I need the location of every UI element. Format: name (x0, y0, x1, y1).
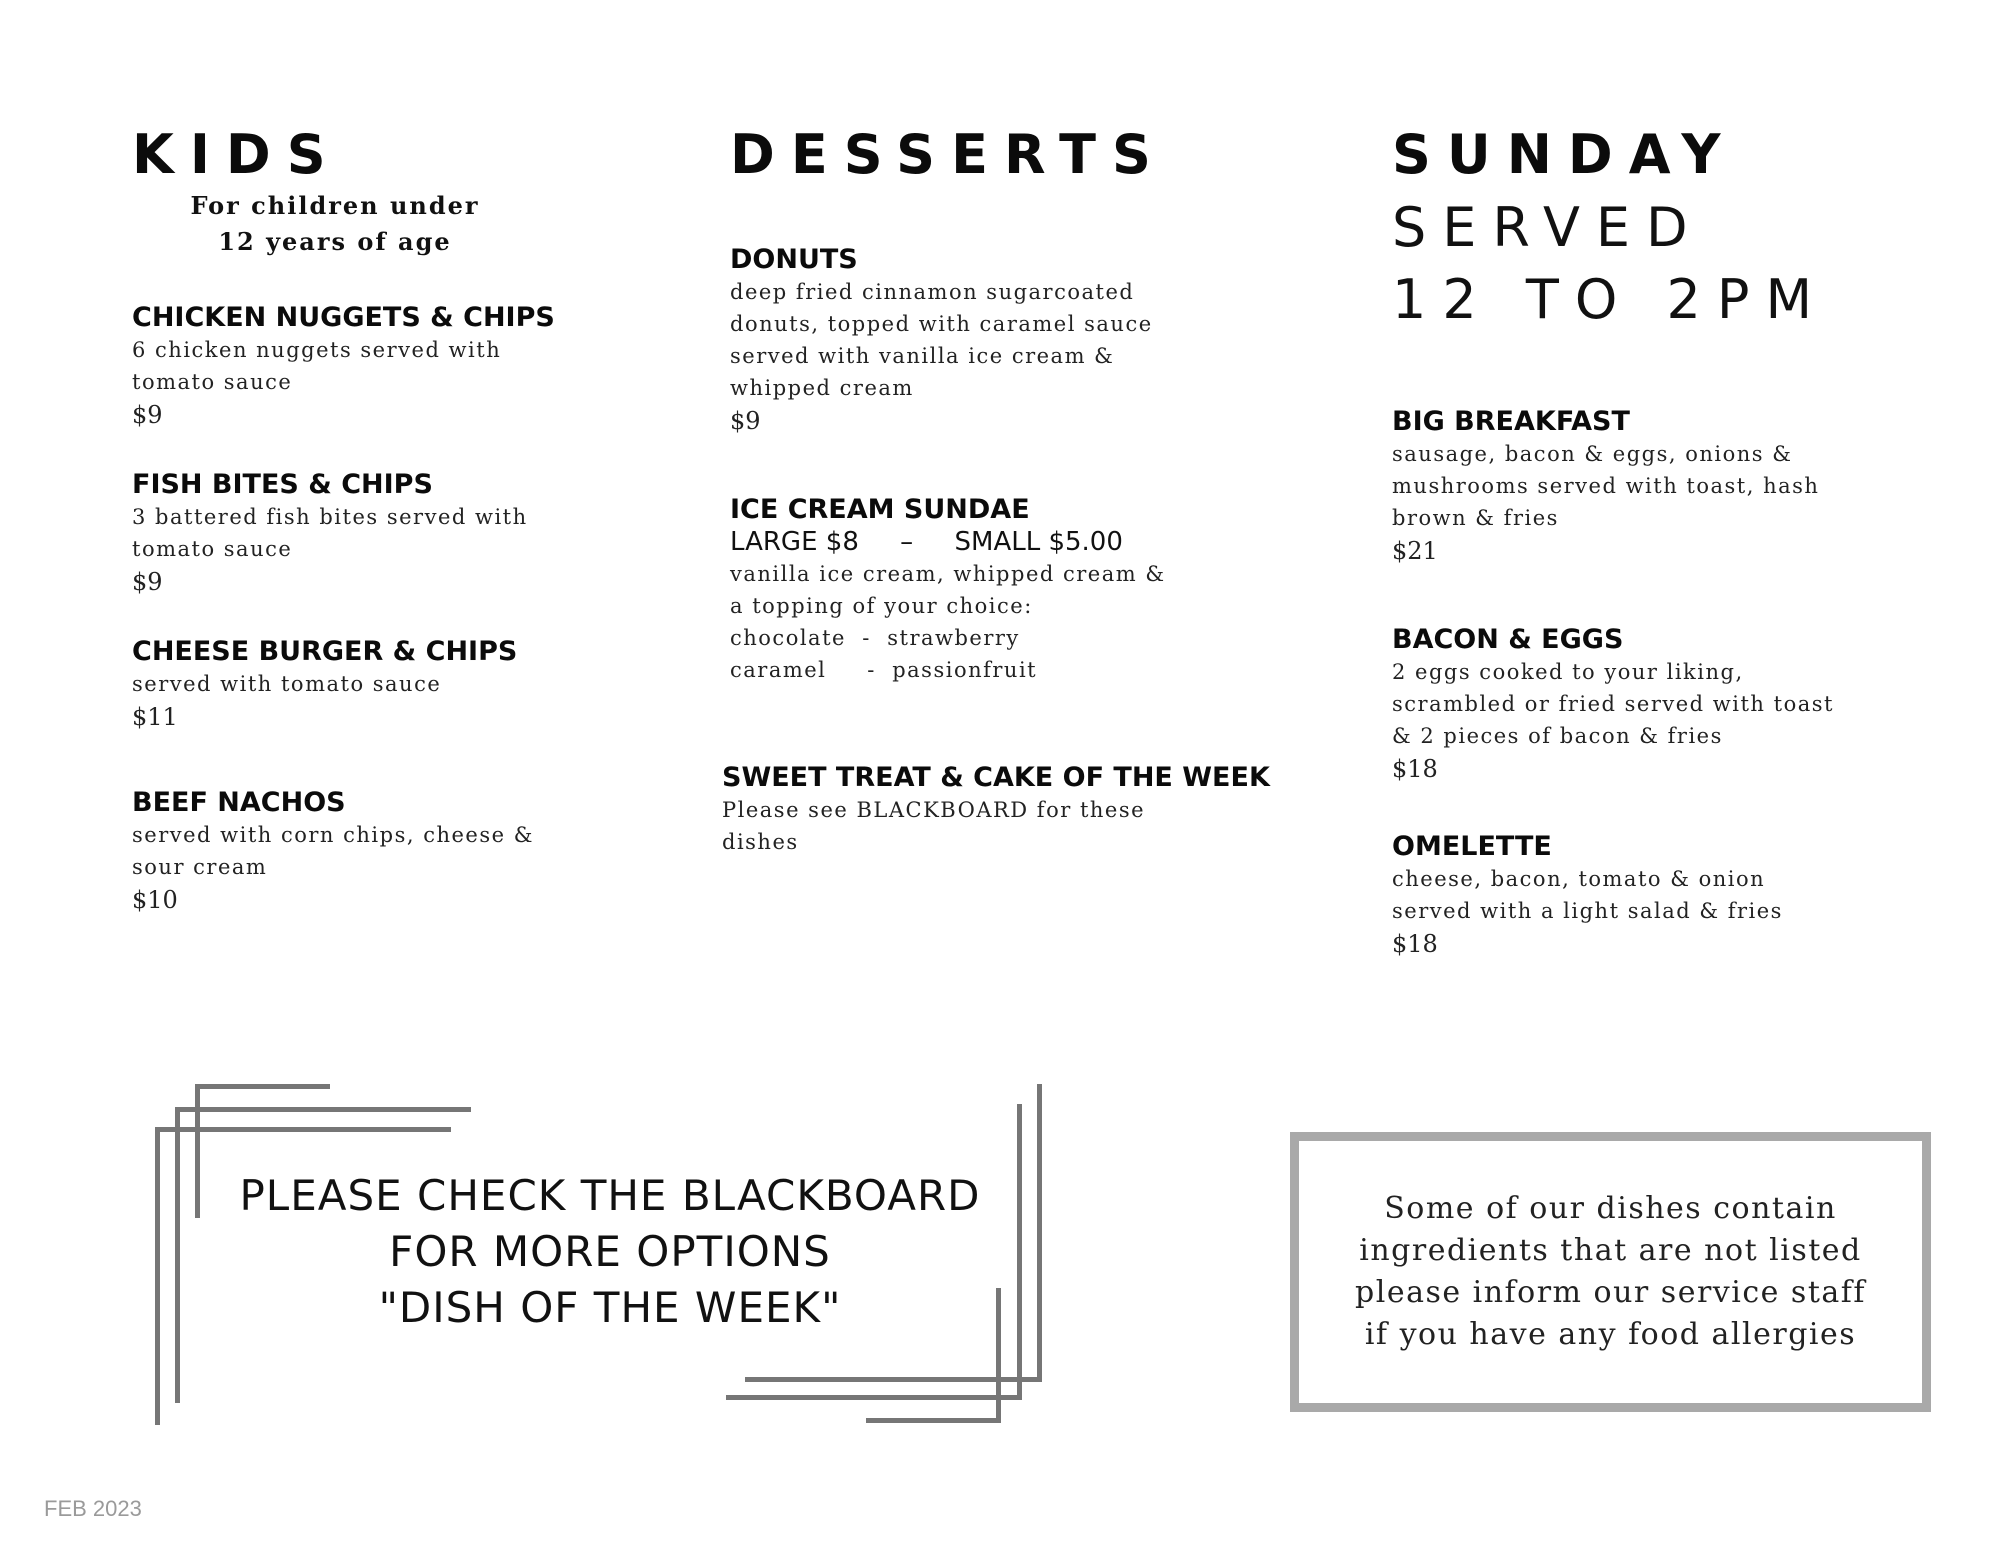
menu-item-donuts (730, 244, 1153, 438)
item-name: ICE CREAM SUNDAE (730, 494, 1030, 525)
menu-item-bacon-eggs (1392, 624, 1834, 786)
menu-item-chicken-nuggets (132, 302, 555, 432)
menu-item-ice-cream-sundae (730, 494, 1166, 686)
menu-item-sweet-treat (722, 762, 1270, 858)
item-description: deep fried cinnamon sugarcoated donuts, topped with caramel sauce served with vanilla ice cream & whipped cream (730, 280, 1153, 400)
menu-item-omelette (1392, 831, 1783, 961)
sunday-served-label: SERVED (1392, 196, 1704, 259)
item-name: OMELETTE (1392, 831, 1552, 862)
item-description: sausage, bacon & eggs, onions & mushrooms served with toast, hash brown & fries (1392, 442, 1820, 530)
item-name: SWEET TREAT & CAKE OF THE WEEK (722, 762, 1270, 793)
item-price: $21 (1392, 537, 1438, 565)
item-description: Please see BLACKBOARD for these dishes (722, 798, 1146, 854)
frame-line (175, 1107, 471, 1112)
item-description: 6 chicken nuggets served with tomato sauce (132, 338, 502, 394)
item-description: vanilla ice cream, whipped cream & a topping of your choice: chocolate - strawberry caramel - passionfruit (730, 562, 1166, 682)
frame-line (1037, 1084, 1042, 1382)
item-name: BIG BREAKFAST (1392, 406, 1630, 437)
allergy-notice-box (1290, 1132, 1931, 1412)
frame-line (155, 1127, 160, 1425)
allergy-notice-text: Some of our dishes contain ingredients that are not listed please inform our service staff if you have any food allergies (1355, 1191, 1866, 1352)
item-price: $18 (1392, 930, 1438, 958)
item-price: $18 (1392, 755, 1438, 783)
item-name: CHEESE BURGER & CHIPS (132, 636, 518, 667)
menu-item-cheese-burger (132, 636, 517, 734)
frame-line (155, 1127, 451, 1132)
item-name: DONUTS (730, 244, 858, 275)
item-name: BEEF NACHOS (132, 787, 346, 818)
footer-date: FEB 2023 (44, 1496, 142, 1521)
item-name: BACON & EGGS (1392, 624, 1624, 655)
frame-line (195, 1084, 330, 1089)
item-name: FISH BITES & CHIPS (132, 469, 433, 500)
menu-item-beef-nachos (132, 787, 534, 917)
item-description: 2 eggs cooked to your liking, scrambled or fried served with toast & 2 pieces of bacon & fries (1392, 660, 1834, 748)
blackboard-line-1: PLEASE CHECK THE BLACKBOARD (239, 1171, 981, 1220)
item-price: $9 (730, 407, 761, 435)
sunday-served-hours: 12 TO 2PM (1392, 268, 1829, 331)
frame-line (175, 1107, 180, 1403)
blackboard-line-2: FOR MORE OPTIONS (389, 1227, 831, 1276)
frame-line (726, 1395, 1022, 1400)
item-name: CHICKEN NUGGETS & CHIPS (132, 302, 555, 333)
menu-item-big-breakfast (1392, 406, 1819, 568)
item-description: cheese, bacon, tomato & onion served with a light salad & fries (1392, 867, 1783, 923)
item-description: served with corn chips, cheese & sour cream (132, 823, 534, 879)
kids-subtitle: For children under 12 years of age (190, 191, 480, 256)
item-price: $11 (132, 703, 178, 731)
blackboard-notice (200, 1168, 1020, 1336)
blackboard-line-3: "DISH OF THE WEEK" (378, 1283, 842, 1332)
frame-line (866, 1418, 1001, 1423)
item-price: $9 (132, 568, 163, 596)
menu-item-fish-bites (132, 469, 528, 599)
item-description: 3 battered fish bites served with tomato sauce (132, 505, 528, 561)
item-price: $9 (132, 401, 163, 429)
kids-title: KIDS (132, 123, 342, 186)
desserts-title: DESSERTS (730, 123, 1167, 186)
item-sizes: LARGE $8 – SMALL $5.00 (730, 527, 1123, 557)
item-description: served with tomato sauce (132, 672, 442, 696)
item-price: $10 (132, 886, 178, 914)
sunday-title: SUNDAY (1392, 123, 1737, 186)
